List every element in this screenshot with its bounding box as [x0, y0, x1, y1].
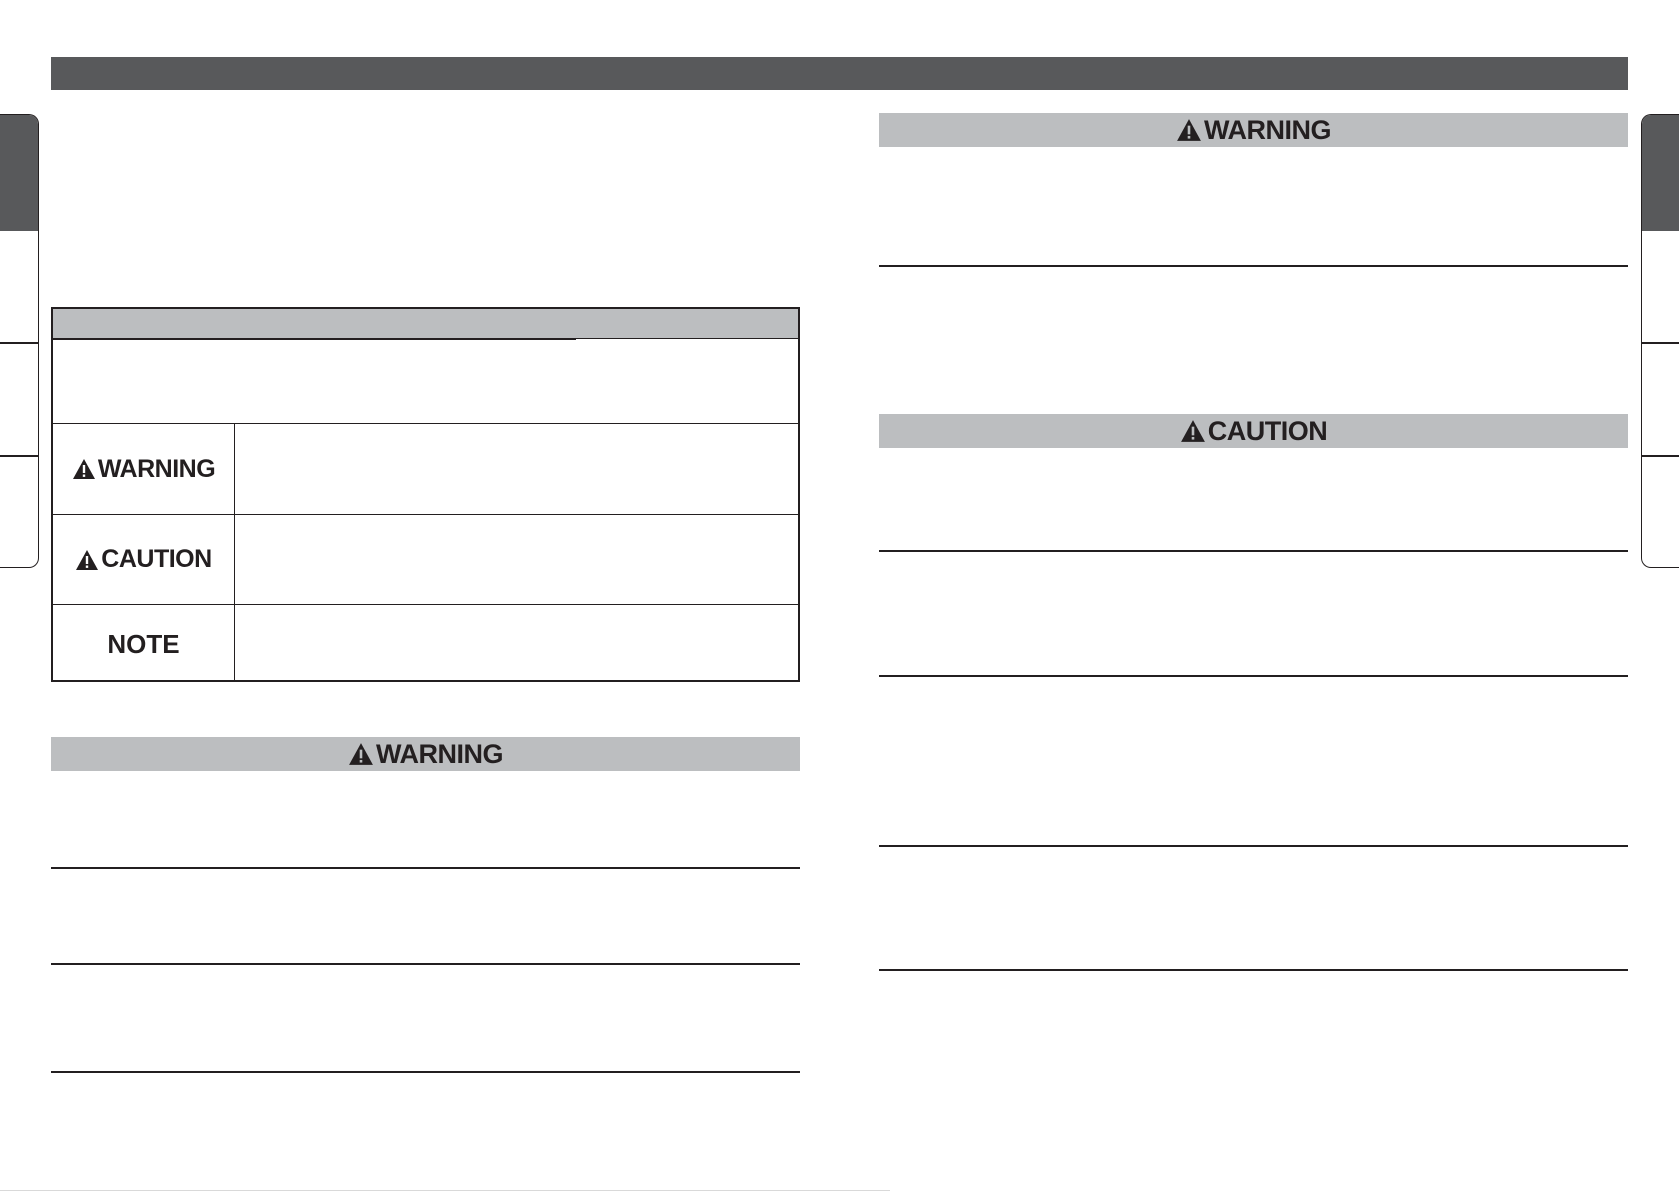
table-header [53, 309, 798, 339]
warning-triangle-icon [1180, 419, 1206, 443]
warning-label: WARNING [1204, 114, 1331, 145]
side-tabs-right [1641, 114, 1679, 568]
section-divider [51, 963, 800, 965]
section-divider [879, 845, 1628, 847]
side-tab-active[interactable] [1642, 115, 1679, 231]
table-label-warning [53, 424, 235, 514]
side-tab-divider [0, 455, 38, 457]
table-row-note [53, 604, 798, 680]
warning-label: WARNING [376, 738, 503, 769]
section-divider [879, 550, 1628, 552]
warning-signal [348, 739, 503, 770]
side-tabs-left [0, 114, 39, 568]
side-tab-active[interactable] [0, 115, 38, 231]
table-row-warning [53, 423, 798, 514]
caution-label: CAUTION [1207, 415, 1328, 446]
warning-signal [72, 455, 215, 484]
warning-section-bar [51, 737, 800, 771]
signal-word-table [51, 307, 800, 682]
warning-triangle-icon [75, 549, 99, 571]
caution-section-bar [879, 414, 1628, 448]
table-header-underline [53, 338, 576, 340]
table-label-note [53, 605, 235, 680]
side-tab-divider [1642, 455, 1679, 457]
page-header-bar [51, 57, 1628, 90]
warning-section-bar [879, 113, 1628, 147]
warning-triangle-icon [348, 742, 374, 766]
caution-label: CAUTION [101, 545, 212, 573]
table-row-caution [53, 514, 798, 604]
section-divider [51, 867, 800, 869]
caution-signal [75, 545, 211, 574]
warning-triangle-icon [72, 458, 96, 480]
section-end-rule [879, 969, 1628, 971]
caution-signal [1180, 416, 1328, 447]
table-label-caution [53, 515, 235, 604]
warning-signal [1176, 115, 1331, 146]
section-divider [51, 1071, 800, 1073]
note-label: NOTE [107, 629, 180, 659]
warning-triangle-icon [1176, 118, 1202, 142]
warning-label: WARNING [97, 454, 216, 483]
side-tab-divider [1642, 342, 1679, 344]
section-divider [879, 675, 1628, 677]
side-tab-divider [0, 342, 38, 344]
section-divider [879, 265, 1628, 267]
